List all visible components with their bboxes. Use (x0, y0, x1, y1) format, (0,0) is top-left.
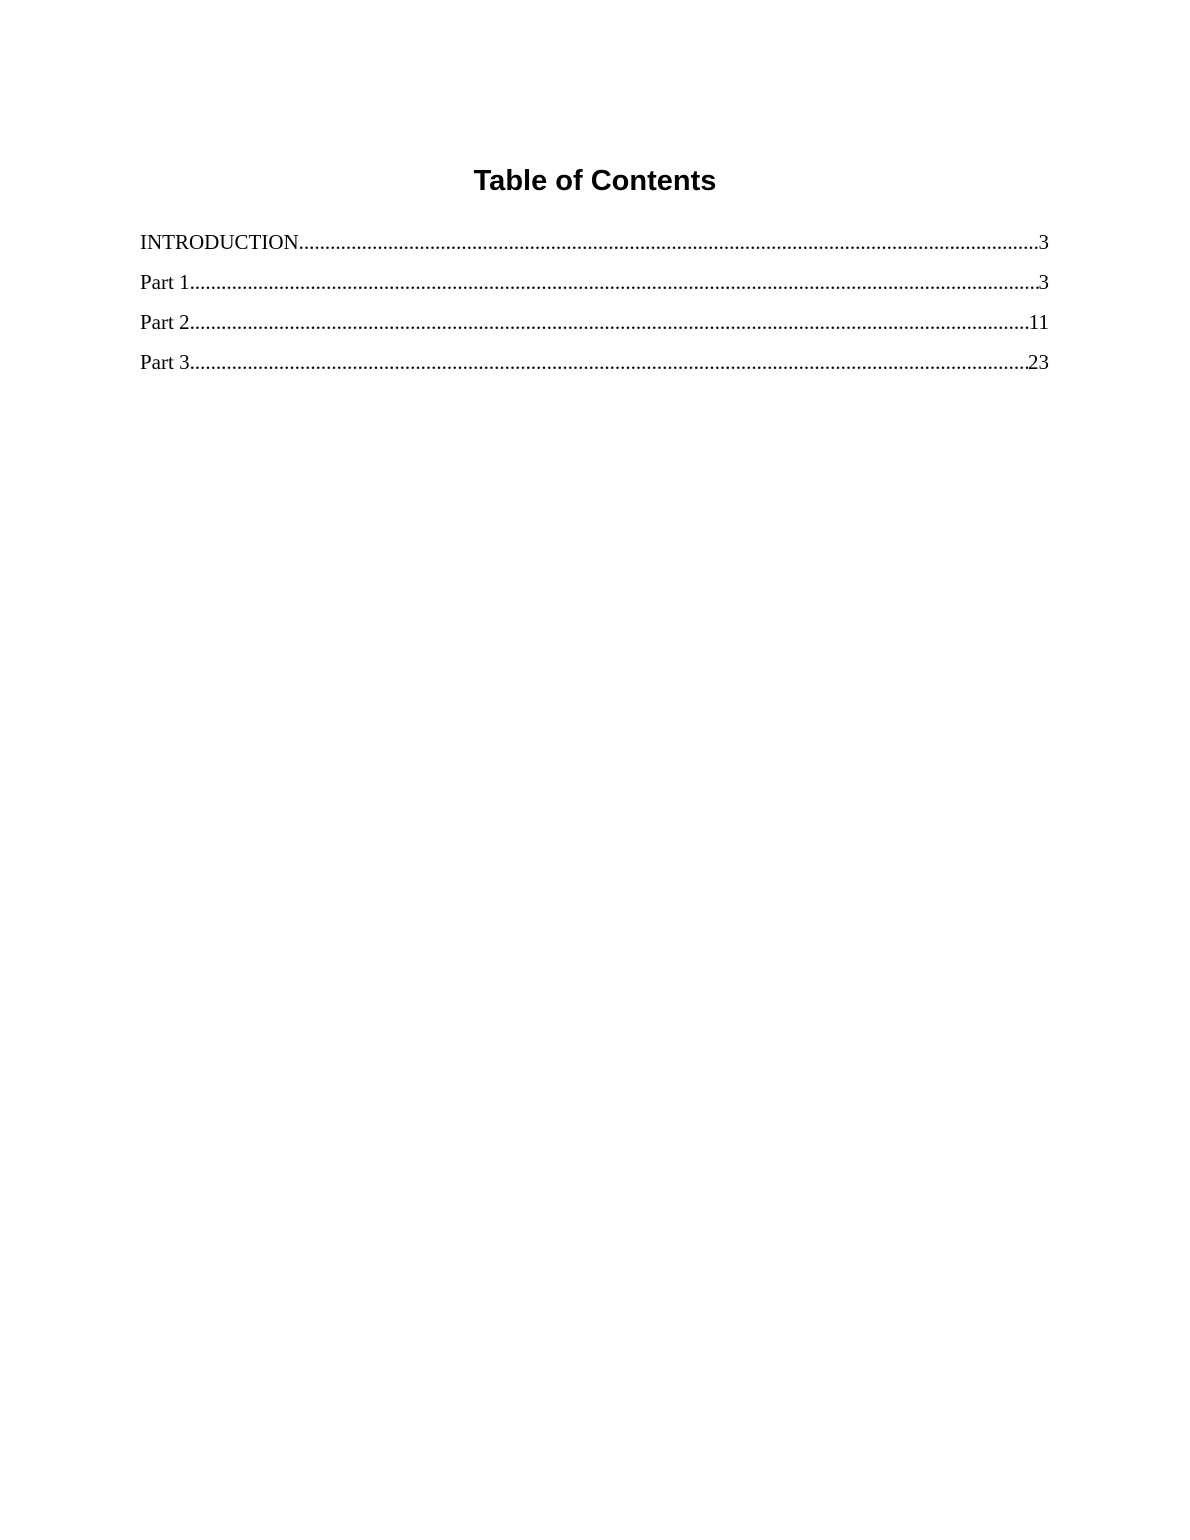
toc-entry-introduction[interactable] (140, 229, 1049, 269)
toc-entry-label: Part 2 (140, 310, 190, 334)
toc-dot-leader (299, 229, 1039, 256)
toc-entry-page-number: 11 (1028, 310, 1049, 334)
toc-dot-leader (190, 309, 1029, 336)
toc-entry-label: Part 1 (140, 270, 190, 294)
toc-entry-part-2[interactable] (140, 309, 1049, 349)
toc-entry-part-1[interactable] (140, 269, 1049, 309)
toc-entry-page-number: 23 (1028, 350, 1049, 374)
toc-entry-page-number: 3 (1038, 230, 1049, 254)
toc-entry-page-number: 3 (1038, 270, 1049, 294)
toc-title: Table of Contents (473, 165, 717, 197)
toc-entry-label: INTRODUCTION (140, 230, 299, 254)
toc-dot-leader (190, 269, 1039, 296)
toc-dot-leader (190, 349, 1028, 376)
toc-entry-part-3[interactable] (140, 349, 1049, 389)
toc-list (140, 229, 1049, 389)
toc-entry-label: Part 3 (140, 350, 190, 374)
